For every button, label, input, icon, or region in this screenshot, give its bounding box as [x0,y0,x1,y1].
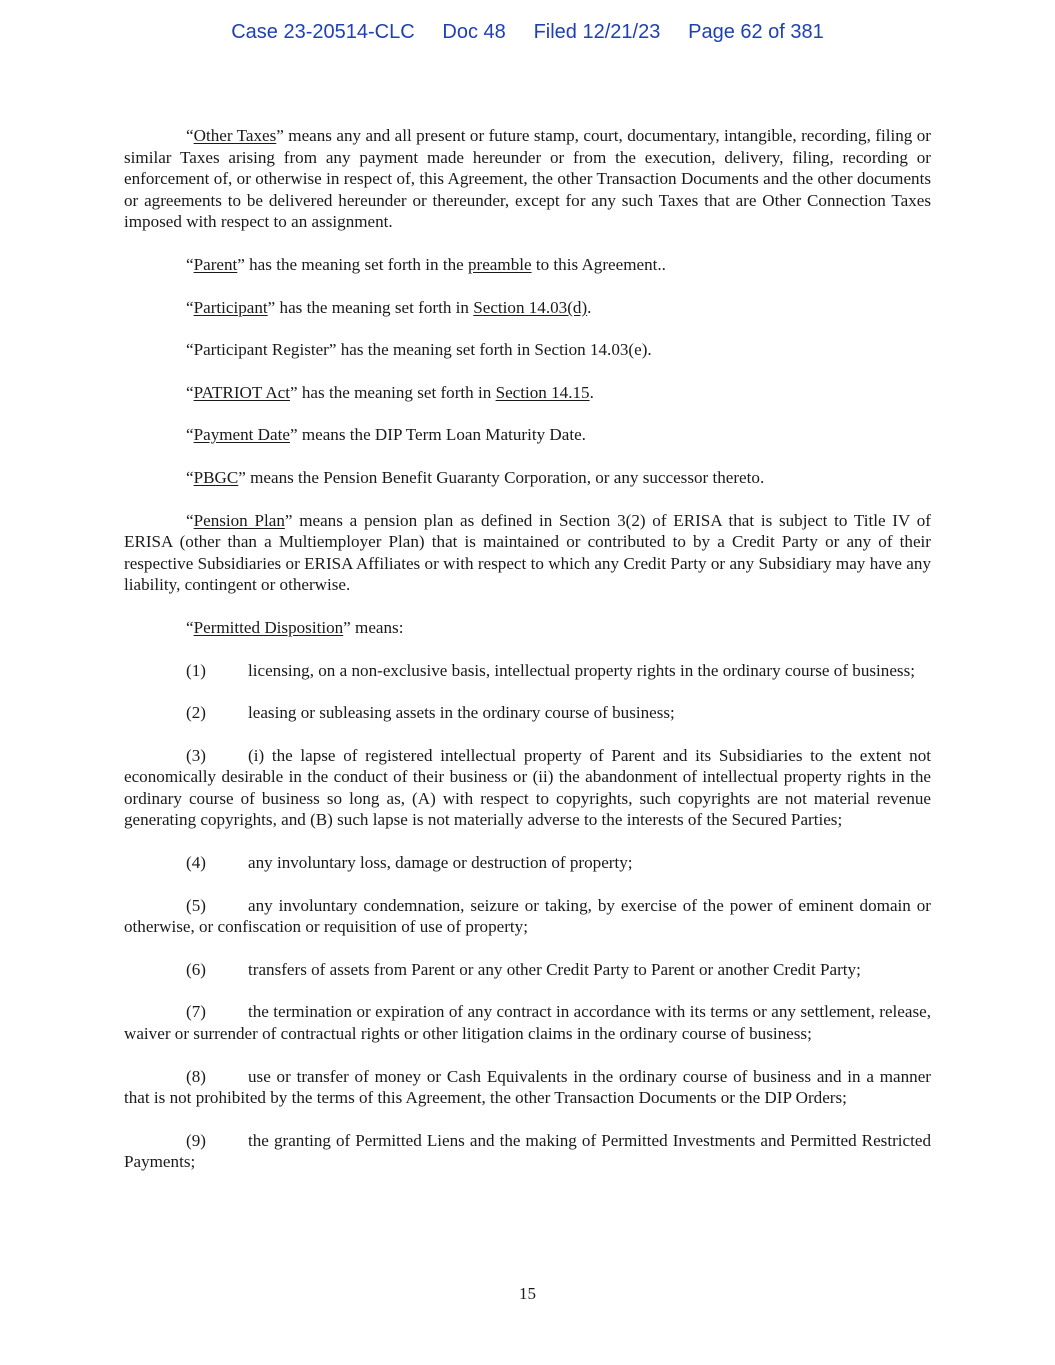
defined-term: PATRIOT Act [193,382,291,402]
item-text: use or transfer of money or Cash Equivalents in the ordinary course of business and in a manner that is not prohibited by the terms of this Agreement, the other Transaction Documents or the DIP Orders; [124,1066,931,1108]
list-item [124,1001,931,1044]
definition-pbgc: “PBGC” means the Pension Benefit Guaranty Corporation, or any successor thereto. [186,467,765,487]
item-number: (1) [186,660,206,680]
definition-payment-date: “Payment Date” means the DIP Term Loan Maturity Date. [186,425,586,445]
list-item [124,959,931,981]
definition-permitted-disposition: “Permitted Disposition” means: [186,617,404,637]
item-number: (6) [186,959,206,979]
list-item [124,702,931,724]
definition-participant-register: “Participant Register” has the meaning set forth in Section 14.03(e). [186,340,652,360]
definition-pension-plan: “Pension Plan” means a pension plan as defined in Section 3(2) of ERISA that is subject to Title IV of ERISA (other than a Multiemployer Plan) that is maintained or contributed to by a Credit Party or any of their respective Subsidiaries or ERISA Affiliates or with respect to which any Credit Party or any Subsidiary may have any liability, contingent or otherwise. [124,510,931,595]
item-text: licensing, on a non-exclusive basis, intellectual property rights in the ordinary course of business; [248,660,915,680]
document-body [124,125,931,1194]
list-item [124,1130,931,1173]
list-item [124,745,931,831]
list-item [124,852,931,874]
item-number: (5) [186,895,206,915]
item-text: the granting of Permitted Liens and the making of Permitted Investments and Permitted Restricted Payments; [124,1130,931,1172]
item-number: (2) [186,703,206,723]
item-number: (7) [186,1002,206,1022]
cross-reference: preamble [467,254,532,274]
definition-text: means any and all present or future stamp, court, documentary, intangible, recording, filing or similar Taxes arising from any payment made hereunder or from the execution, delivery, filing, recording or enforcement of, or otherwise in respect of, this Agreement, the other Transaction Documents and the other documents or agreements to be delivered hereunder or thereunder, except for any such Taxes that are Other Connection Taxes imposed with respect to an assignment. [124,126,931,232]
defined-term: Payment Date [193,425,290,445]
list-item [124,1066,931,1109]
defined-term: PBGC [193,467,239,487]
item-number: (4) [186,853,206,873]
definition-patriot-act: “PATRIOT Act” has the meaning set forth in Section 14.15. [186,382,594,402]
defined-term: Participant [193,297,268,317]
case-header: Case 23-20514-CLC Doc 48 Filed 12/21/23 Page 62 of 381 [231,21,824,43]
defined-term: Parent [193,254,238,274]
list-item [124,660,931,682]
item-text: the termination or expiration of any contract in accordance with its terms or any settlement, release, waiver or surrender of contractual rights or other litigation claims in the ordinary course of business; [124,1002,931,1044]
definition-other-taxes: “Other Taxes” means any and all present or future stamp, court, documentary, intangible, recording, filing or similar Taxes arising from any payment made hereunder or from the execution, delivery, filing, recording or enforcement of, or otherwise in respect of, this Agreement, the other Transaction Documents and the other documents or agreements to be delivered hereunder or thereunder, except for any such Taxes that are Other Connection Taxes imposed with respect to an assignment. [124,126,931,232]
page-number: 15 [519,1284,536,1303]
defined-term: Permitted Disposition [193,617,344,637]
item-text: transfers of assets from Parent or any other Credit Party to Parent or another Credit Party; [248,959,861,979]
item-text: any involuntary condemnation, seizure or taking, by exercise of the power of eminent domain or otherwise, or confiscation or requisition of use of property; [124,895,931,937]
defined-term: Pension Plan [193,510,285,530]
cross-reference: Section 14.03(d) [473,297,588,317]
item-number: (9) [186,1130,206,1150]
item-number: (3) [186,745,206,765]
definition-parent: “Parent” has the meaning set forth in the preamble to this Agreement.. [186,254,666,274]
item-text: any involuntary loss, damage or destruction of property; [248,853,633,873]
list-item [124,895,931,938]
item-text: leasing or subleasing assets in the ordinary course of business; [248,703,675,723]
definition-participant: “Participant” has the meaning set forth in Section 14.03(d). [186,297,592,317]
item-text: (i) the lapse of registered intellectual property of Parent and its Subsidiaries to the extent not economically desirable in the conduct of their business or (ii) the abandonment of intellectual property rights in the ordinary course of business so long as, (A) with respect to copyrights, such copyrights are not material revenue generating copyrights, and (B) such lapse is not materially adverse to the interests of the Secured Parties; [124,745,931,830]
defined-term: Other Taxes [193,126,277,145]
item-number: (8) [186,1066,206,1086]
cross-reference: Section 14.15 [495,382,590,402]
